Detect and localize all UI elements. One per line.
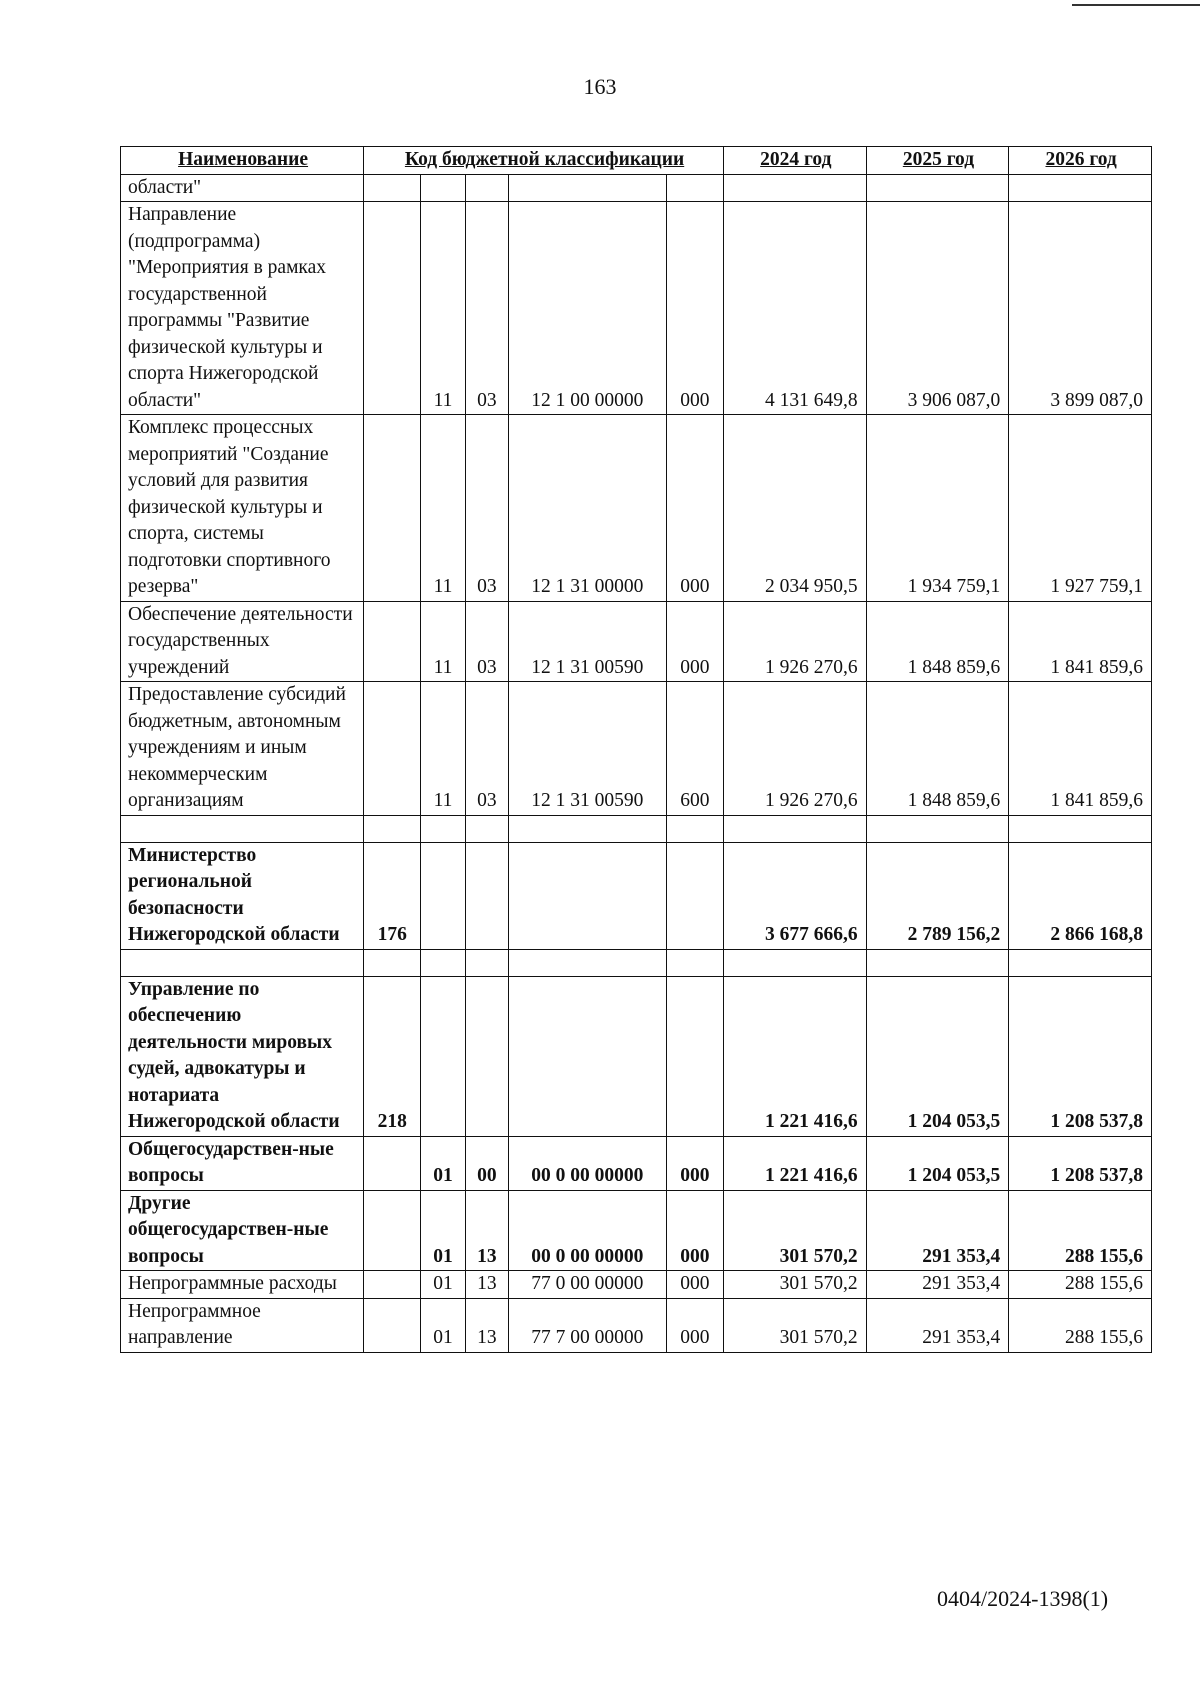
cell-subsection: 13 [465, 1271, 508, 1299]
cell-2025: 2 789 156,2 [866, 842, 1009, 949]
cell-2025: 291 353,4 [866, 1298, 1009, 1352]
header-2026: 2026 год [1009, 147, 1152, 175]
cell-name: Комплекс процессных мероприятий "Создание условий для развития физической культуры и спорта, системы подготовки спортивного резерва" [121, 415, 364, 602]
table-row [121, 174, 1152, 202]
cell-section [421, 976, 465, 1136]
table-row [121, 415, 1152, 602]
empty-cell [666, 815, 723, 842]
cell-expense-kind [666, 976, 723, 1136]
cell-section: 11 [421, 202, 465, 415]
cell-2024 [724, 174, 867, 202]
cell-expense-kind: 000 [666, 1271, 723, 1299]
cell-name: Предоставление субсидий бюджетным, автономным учреждениям и иным некоммерческим организациям [121, 682, 364, 816]
cell-2026: 1 841 859,6 [1009, 601, 1152, 682]
cell-2025: 1 934 759,1 [866, 415, 1009, 602]
cell-expense-kind: 000 [666, 1136, 723, 1190]
table-row [121, 1136, 1152, 1190]
cell-expense-kind: 000 [666, 1190, 723, 1271]
cell-2026: 1 208 537,8 [1009, 976, 1152, 1136]
cell-name: Непрограммные расходы [121, 1271, 364, 1299]
empty-cell [465, 815, 508, 842]
empty-cell [465, 949, 508, 976]
cell-2024: 1 926 270,6 [724, 601, 867, 682]
cell-2024: 4 131 649,8 [724, 202, 867, 415]
cell-expense-kind [666, 174, 723, 202]
table-header [121, 147, 1152, 175]
cell-name: Обеспечение деятельности государственных учреждений [121, 601, 364, 682]
table-row [121, 1271, 1152, 1299]
cell-2025: 3 906 087,0 [866, 202, 1009, 415]
cell-section: 11 [421, 601, 465, 682]
cell-target-code: 12 1 00 00000 [508, 202, 666, 415]
cell-admin-code [364, 1271, 421, 1299]
empty-cell [121, 815, 364, 842]
cell-section: 01 [421, 1190, 465, 1271]
cell-target-code: 00 0 00 00000 [508, 1136, 666, 1190]
empty-cell [364, 815, 421, 842]
cell-name: Другие общегосударствен-ные вопросы [121, 1190, 364, 1271]
cell-admin-code: 218 [364, 976, 421, 1136]
table-row [121, 601, 1152, 682]
cell-2026: 288 155,6 [1009, 1298, 1152, 1352]
cell-target-code: 12 1 31 00590 [508, 682, 666, 816]
cell-name: области" [121, 174, 364, 202]
header-name: Наименование [121, 147, 364, 175]
cell-expense-kind [666, 842, 723, 949]
cell-admin-code [364, 601, 421, 682]
empty-cell [666, 949, 723, 976]
cell-section: 11 [421, 415, 465, 602]
cell-expense-kind: 000 [666, 202, 723, 415]
document-id: 0404/2024-1398(1) [937, 1586, 1109, 1611]
cell-admin-code [364, 415, 421, 602]
cell-subsection: 03 [465, 601, 508, 682]
cell-name: Управление по обеспечению деятельности мировых судей, адвокатуры и нотариата Нижегородской области [121, 976, 364, 1136]
cell-subsection: 03 [465, 415, 508, 602]
cell-subsection [465, 976, 508, 1136]
cell-target-code [508, 842, 666, 949]
cell-expense-kind: 000 [666, 1298, 723, 1352]
cell-name: Общегосударствен-ные вопросы [121, 1136, 364, 1190]
cell-section: 11 [421, 682, 465, 816]
table-row [121, 815, 1152, 842]
cell-subsection [465, 174, 508, 202]
cell-2025: 291 353,4 [866, 1190, 1009, 1271]
empty-cell [121, 949, 364, 976]
cell-2026: 1 841 859,6 [1009, 682, 1152, 816]
cell-target-code: 00 0 00 00000 [508, 1190, 666, 1271]
cell-2026: 2 866 168,8 [1009, 842, 1152, 949]
cell-2024: 1 221 416,6 [724, 976, 867, 1136]
cell-2026: 3 899 087,0 [1009, 202, 1152, 415]
empty-cell [1009, 815, 1152, 842]
empty-cell [421, 949, 465, 976]
cell-2024: 2 034 950,5 [724, 415, 867, 602]
empty-cell [866, 949, 1009, 976]
cell-2024: 301 570,2 [724, 1190, 867, 1271]
cell-2026: 1 208 537,8 [1009, 1136, 1152, 1190]
cell-admin-code [364, 1298, 421, 1352]
cell-target-code [508, 174, 666, 202]
header-code: Код бюджетной классификации [364, 147, 724, 175]
table-row [121, 842, 1152, 949]
cell-target-code: 77 7 00 00000 [508, 1298, 666, 1352]
table-row [121, 682, 1152, 816]
cell-section [421, 842, 465, 949]
cell-2025: 1 204 053,5 [866, 976, 1009, 1136]
cell-2025: 1 848 859,6 [866, 601, 1009, 682]
budget-table [120, 146, 1152, 1353]
cell-name: Направление (подпрограмма) "Мероприятия в рамках государственной программы "Развитие физической культуры и спорта Нижегородской области" [121, 202, 364, 415]
cell-2025: 1 204 053,5 [866, 1136, 1009, 1190]
cell-subsection: 13 [465, 1190, 508, 1271]
cell-subsection [465, 842, 508, 949]
cell-admin-code [364, 1190, 421, 1271]
cell-subsection: 03 [465, 682, 508, 816]
cell-2024: 1 926 270,6 [724, 682, 867, 816]
table-row [121, 1190, 1152, 1271]
cell-subsection: 00 [465, 1136, 508, 1190]
cell-admin-code [364, 1136, 421, 1190]
header-2024: 2024 год [724, 147, 867, 175]
cell-section: 01 [421, 1136, 465, 1190]
empty-cell [724, 815, 867, 842]
cell-target-code: 77 0 00 00000 [508, 1271, 666, 1299]
empty-cell [724, 949, 867, 976]
cell-admin-code [364, 174, 421, 202]
cell-admin-code [364, 682, 421, 816]
header-2025: 2025 год [866, 147, 1009, 175]
cell-subsection: 13 [465, 1298, 508, 1352]
cell-2024: 3 677 666,6 [724, 842, 867, 949]
cell-target-code [508, 976, 666, 1136]
cell-2026: 1 927 759,1 [1009, 415, 1152, 602]
empty-cell [364, 949, 421, 976]
cell-2025 [866, 174, 1009, 202]
table-row [121, 976, 1152, 1136]
empty-cell [1009, 949, 1152, 976]
table-row [121, 949, 1152, 976]
cell-section: 01 [421, 1271, 465, 1299]
cell-section [421, 174, 465, 202]
table-row [121, 202, 1152, 415]
cell-2024: 301 570,2 [724, 1298, 867, 1352]
cell-subsection: 03 [465, 202, 508, 415]
cell-expense-kind: 600 [666, 682, 723, 816]
cell-target-code: 12 1 31 00590 [508, 601, 666, 682]
cell-2026 [1009, 174, 1152, 202]
cell-name: Министерство региональной безопасности Нижегородской области [121, 842, 364, 949]
empty-cell [508, 815, 666, 842]
page-number: 163 [583, 74, 617, 99]
top-rule [1072, 4, 1200, 6]
cell-2026: 288 155,6 [1009, 1190, 1152, 1271]
cell-admin-code [364, 202, 421, 415]
empty-cell [508, 949, 666, 976]
cell-2024: 301 570,2 [724, 1271, 867, 1299]
cell-2025: 291 353,4 [866, 1271, 1009, 1299]
cell-name: Непрограммное направление [121, 1298, 364, 1352]
cell-admin-code: 176 [364, 842, 421, 949]
empty-cell [421, 815, 465, 842]
cell-target-code: 12 1 31 00000 [508, 415, 666, 602]
empty-cell [866, 815, 1009, 842]
cell-expense-kind: 000 [666, 415, 723, 602]
cell-2025: 1 848 859,6 [866, 682, 1009, 816]
table-row [121, 1298, 1152, 1352]
cell-section: 01 [421, 1298, 465, 1352]
cell-expense-kind: 000 [666, 601, 723, 682]
cell-2026: 288 155,6 [1009, 1271, 1152, 1299]
cell-2024: 1 221 416,6 [724, 1136, 867, 1190]
